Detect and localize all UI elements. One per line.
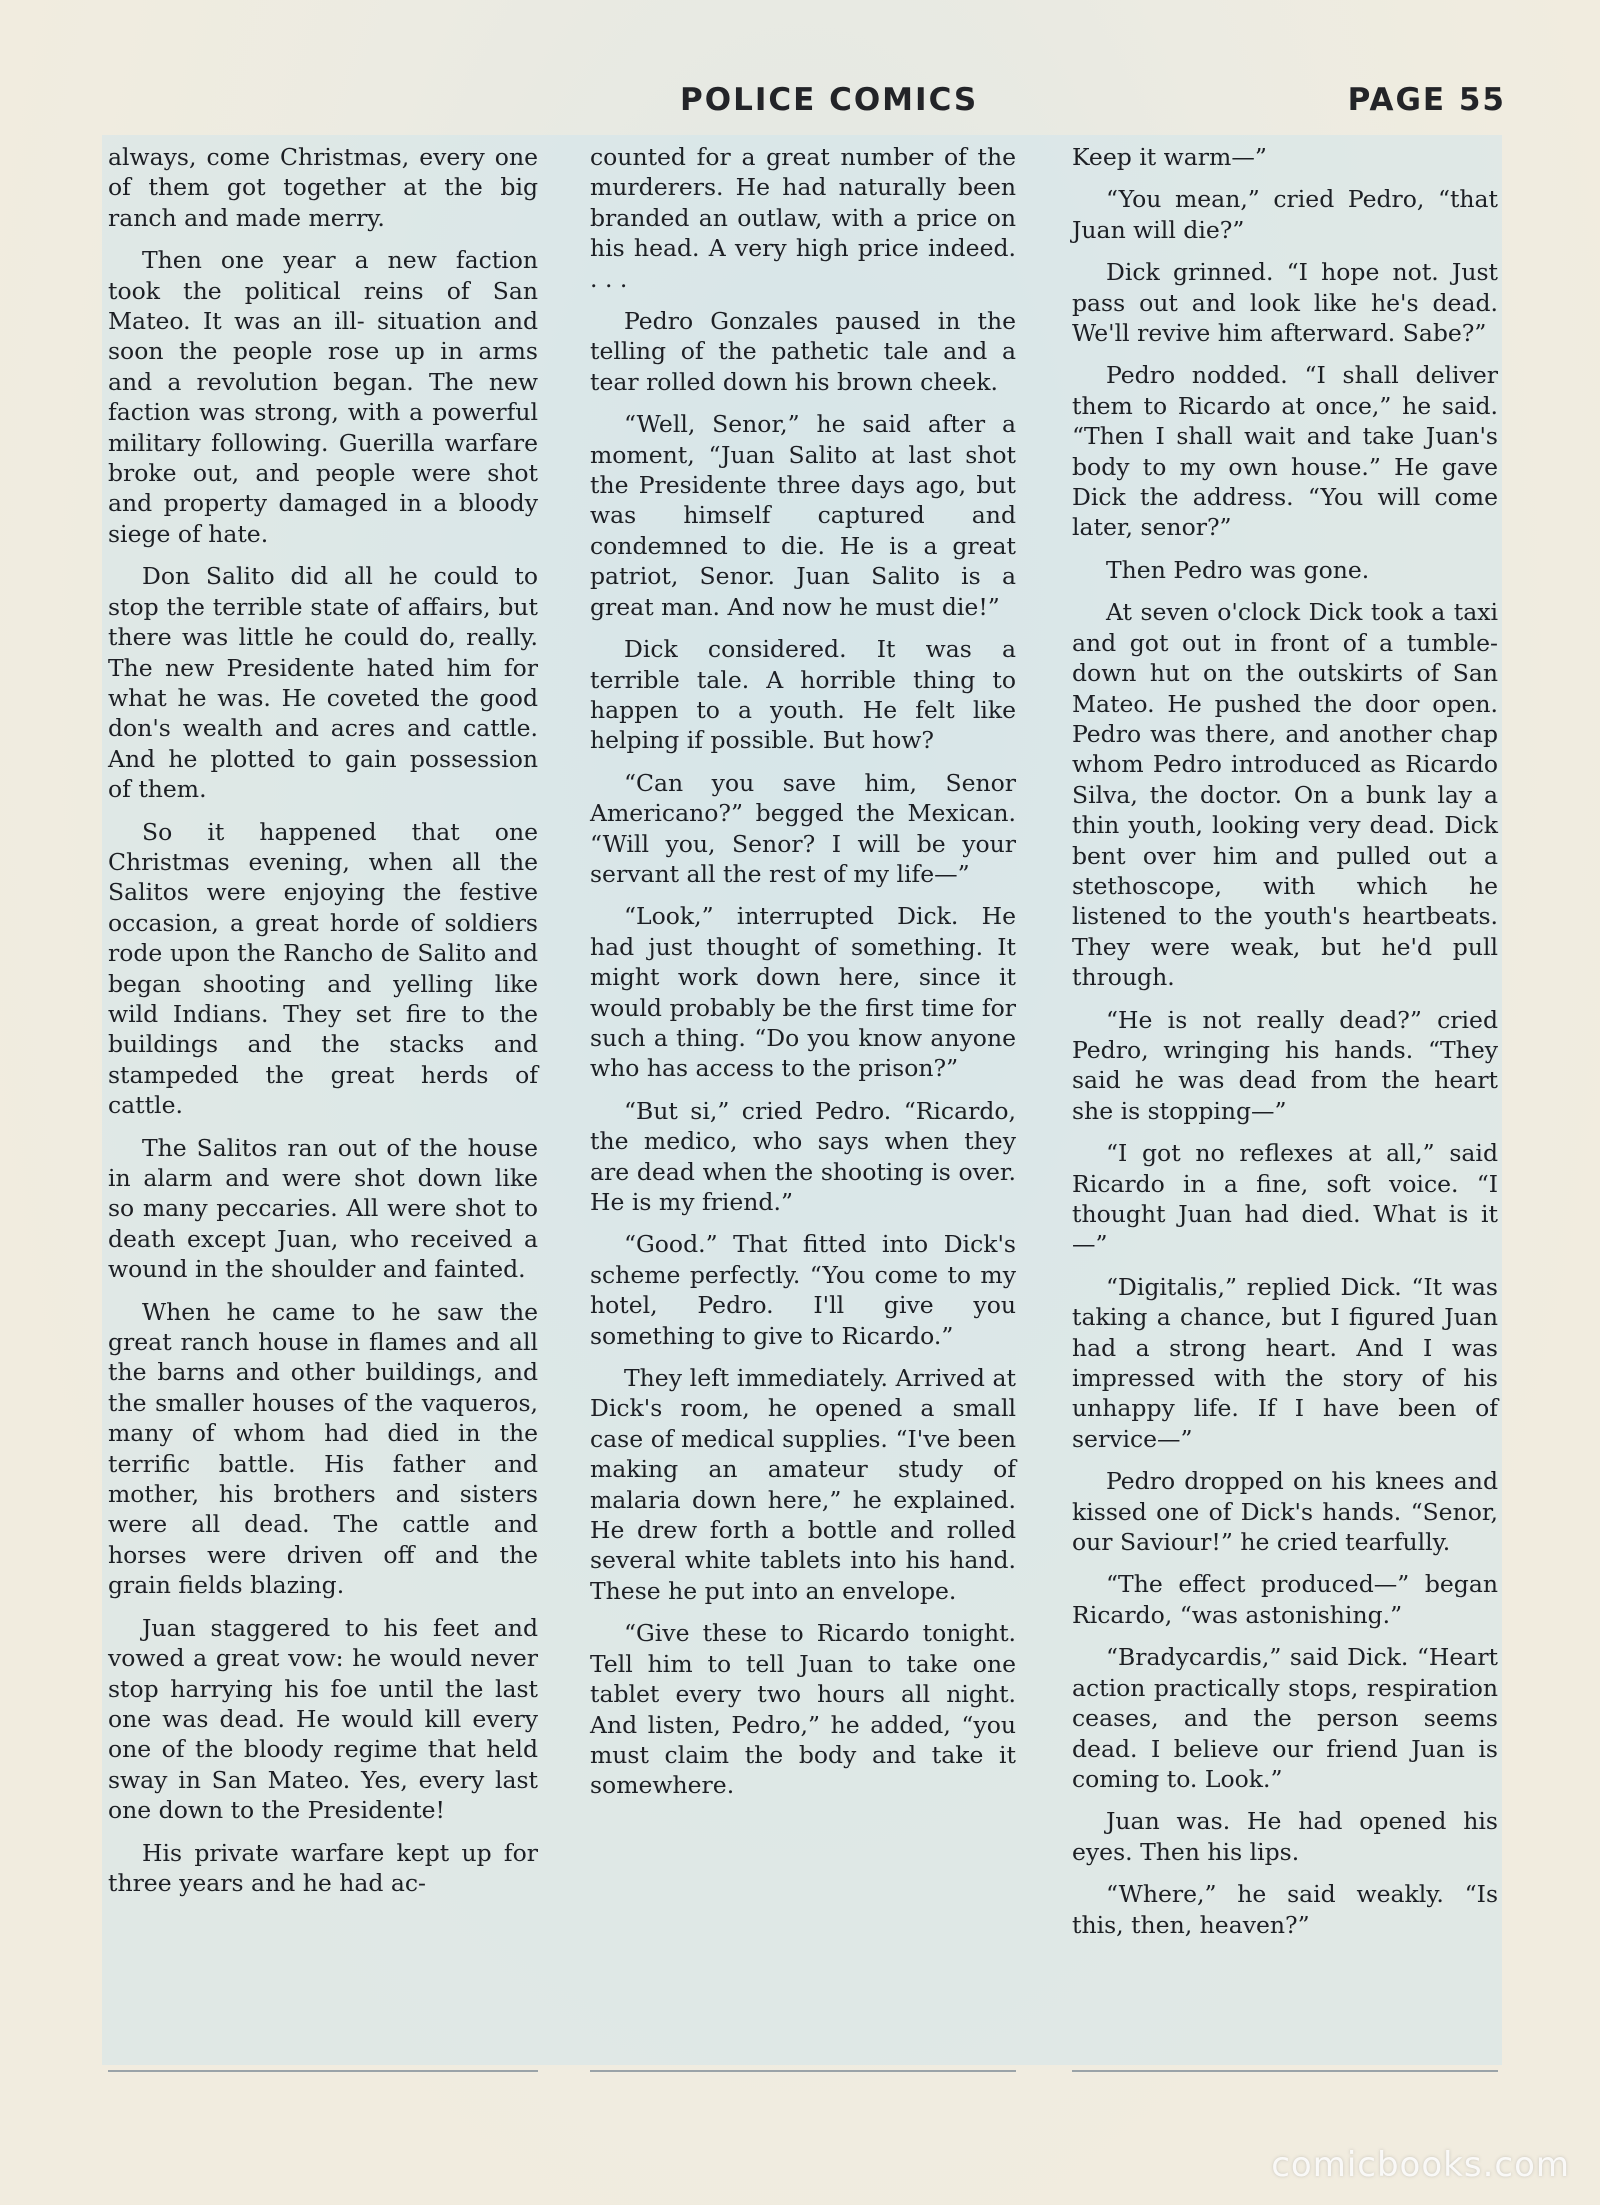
paragraph: “The effect produced—” began Ricardo, “was astonishing.” xyxy=(1072,1570,1498,1629)
paragraph: “He is not really dead?” cried Pedro, wringing his hands. “They said he was dead from the heart she is stopping—” xyxy=(1072,1005,1498,1125)
paragraph: Then Pedro was gone. xyxy=(1106,555,1370,584)
paragraph: counted for a great number of the murderers. He had naturally been branded an outlaw, with a price on his head. A very high price indeed. . . . xyxy=(590,143,1016,293)
paragraph: Pedro nodded. “I shall deliver them to Ricardo at once,” he said. “Then I shall wait and take Juan's body to my own house.” He gave Dick the address. “You will come later, senor?” xyxy=(1072,361,1498,542)
paragraph: “Good.” That fitted into Dick's scheme perfectly. “You come to my hotel, Pedro. I'll give you something to give to Ricardo.” xyxy=(590,1230,1016,1350)
paragraph: “Well, Senor,” he said after a moment, “Juan Salito at last shot the Presidente three days ago, but was himself captured and condemned to die. He is a great patriot, Senor. Juan Salito is a great man. And now he must die!” xyxy=(590,410,1016,621)
page-header xyxy=(0,82,1600,132)
paragraph: Keep it warm—” xyxy=(1072,143,1267,171)
paragraph: Dick grinned. “I hope not. Just pass out and look like he's dead. We'll revive him afterward. Sabe?” xyxy=(1072,258,1498,348)
column-rule-3 xyxy=(1072,2070,1498,2072)
text-column-3 xyxy=(1072,142,1498,1952)
text-column-2 xyxy=(590,142,1016,1813)
paragraph: “You mean,” cried Pedro, “that Juan will die?” xyxy=(1072,185,1498,244)
paragraph: “Bradycardis,” said Dick. “Heart action practically stops, respiration ceases, and the person seems dead. I believe our friend Juan is coming to. Look.” xyxy=(1072,1643,1498,1793)
page-number: PAGE 55 xyxy=(1347,82,1506,118)
paragraph: “I got no reflexes at all,” said Ricardo in a fine, soft voice. “I thought Juan had died. What is it—” xyxy=(1072,1139,1498,1259)
paragraph: At seven o'clock Dick took a taxi and got out in front of a tumble-down hut on the outskirts of San Mateo. He pushed the door open. Pedro was there, and another chap whom Pedro introduced as Ricardo Silva, the doctor. On a bunk lay a thin youth, looking very dead. Dick bent over him and pulled out a stethoscope, with which he listened to the youth's heartbeats. They were weak, but he'd pull through. xyxy=(1072,598,1498,992)
paragraph: “Give these to Ricardo tonight. Tell him to tell Juan to take one tablet every two hours all night. And listen, Pedro,” he added, “you must claim the body and take it somewhere. xyxy=(590,1619,1016,1800)
paragraph: always, come Christmas, every one of them got together at the big ranch and made merry. xyxy=(108,143,538,232)
paragraph: His private warfare kept up for three years and he had ac- xyxy=(108,1838,538,1897)
magazine-title: POLICE COMICS xyxy=(680,82,979,118)
paragraph: They left immediately. Arrived at Dick's room, he opened a small case of medical supplies. “I've been making an amateur study of malaria down here,” he explained. He drew forth a bottle and rolled several white tablets into his hand. These he put into an envelope. xyxy=(590,1364,1016,1605)
column-rule-1 xyxy=(108,2070,538,2072)
paragraph: “Can you save him, Senor Americano?” begged the Mexican. “Will you, Senor? I will be your servant all the rest of my life—” xyxy=(590,768,1016,888)
column-rule-2 xyxy=(590,2070,1016,2072)
paragraph: “Look,” interrupted Dick. He had just thought of something. It might work down here, since it would probably be the first time for such a thing. “Do you know anyone who has access to the prison?” xyxy=(590,902,1016,1083)
paragraph: “Digitalis,” replied Dick. “It was taking a chance, but I figured Juan had a strong heart. And I was impressed with the story of his unhappy life. If I have been of service—” xyxy=(1072,1272,1498,1453)
paragraph: Pedro dropped on his knees and kissed one of Dick's hands. “Senor, our Saviour!” he cried tearfully. xyxy=(1072,1467,1498,1557)
paragraph: Then one year a new faction took the political reins of San Mateo. It was an ill- situation and soon the people rose up in arms and a revolution began. The new faction was strong, with a powerful military following. Guerilla warfare broke out, and people were shot and property damaged in a bloody siege of hate. xyxy=(108,246,538,548)
paragraph: Dick considered. It was a terrible tale. A horrible thing to happen to a youth. He felt like helping if possible. But how? xyxy=(590,635,1016,755)
paragraph: Juan staggered to his feet and vowed a great vow: he would never stop harrying his foe until the last one was dead. He would kill every one of the bloody regime that held sway in San Mateo. Yes, every last one down to the Presidente! xyxy=(108,1613,538,1825)
paragraph: “But si,” cried Pedro. “Ricardo, the medico, who says when they are dead when the shooting is over. He is my friend.” xyxy=(590,1096,1016,1216)
text-column-1 xyxy=(108,142,538,1910)
paragraph: So it happened that one Christmas evening, when all the Salitos were enjoying the festive occasion, a great horde of soldiers rode upon the Rancho de Salito and began shooting and yelling like wild Indians. They set fire to the buildings and the stacks and stampeded the great herds of cattle. xyxy=(108,817,538,1120)
paragraph: Don Salito did all he could to stop the terrible state of affairs, but there was little he could do, really. The new Presidente hated him for what he was. He coveted the good don's wealth and acres and cattle. And he plotted to gain possession of them. xyxy=(108,562,538,804)
paragraph: When he came to he saw the great ranch house in flames and all the barns and other buildings, and the smaller houses of the vaqueros, many of whom had died in the terrific battle. His father and mother, his brothers and sisters were all dead. The cattle and horses were driven off and the grain fields blazing. xyxy=(108,1297,538,1600)
watermark-text: comicbooks.com xyxy=(1271,2145,1570,2185)
paragraph: Pedro Gonzales paused in the telling of the pathetic tale and a tear rolled down his brown cheek. xyxy=(590,307,1016,396)
paragraph: Juan was. He had opened his eyes. Then his lips. xyxy=(1072,1807,1498,1866)
paragraph: The Salitos ran out of the house in alarm and were shot down like so many peccaries. All were shot to death except Juan, who received a wound in the shoulder and fainted. xyxy=(108,1133,538,1284)
paragraph: “Where,” he said weakly. “Is this, then, heaven?” xyxy=(1072,1880,1498,1939)
